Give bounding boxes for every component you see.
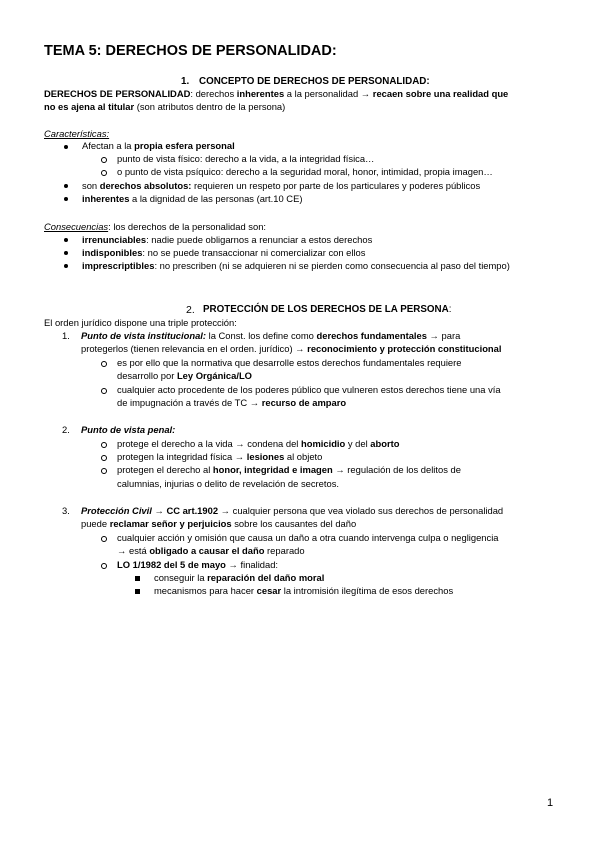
term: cesar bbox=[256, 585, 282, 596]
text: reparado bbox=[264, 545, 305, 556]
circle-bullet-icon bbox=[101, 455, 107, 461]
point-3-number: 3. bbox=[62, 505, 70, 516]
bullet-icon bbox=[64, 145, 68, 149]
text: son bbox=[82, 180, 100, 191]
text: a la personalidad → bbox=[284, 88, 373, 99]
point-2-line-1 bbox=[81, 424, 175, 436]
circle-bullet-icon bbox=[101, 563, 107, 569]
term: derechos fundamentales bbox=[316, 330, 427, 341]
sub-list-item bbox=[117, 438, 399, 450]
sub-list-item bbox=[117, 464, 461, 476]
list-item bbox=[82, 234, 372, 246]
term: aborto bbox=[370, 438, 400, 449]
term: recurso de amparo bbox=[261, 397, 347, 408]
text: → está bbox=[117, 545, 150, 556]
text: a la dignidad de las personas (art.10 CE) bbox=[129, 193, 303, 204]
text: → finalidad: bbox=[225, 559, 279, 570]
point-1-line-1 bbox=[81, 330, 460, 342]
text: → para bbox=[426, 330, 461, 341]
page-number: 1 bbox=[547, 797, 554, 809]
circle-bullet-icon bbox=[101, 468, 107, 474]
circle-bullet-icon bbox=[101, 170, 107, 176]
term: imprescriptibles bbox=[82, 260, 155, 271]
term: reparación del daño moral bbox=[207, 572, 325, 583]
label: Características: bbox=[44, 128, 110, 139]
section-2-number: 2. bbox=[186, 304, 195, 316]
heading-colon: : bbox=[448, 304, 452, 315]
term: homicidio bbox=[300, 438, 346, 449]
consequences-label bbox=[44, 221, 266, 233]
term: recaen sobre una realidad que bbox=[372, 88, 509, 99]
term: Ley Orgánica/LO bbox=[176, 370, 252, 381]
circle-bullet-icon bbox=[101, 536, 107, 542]
term: CC art.1902 bbox=[166, 505, 219, 516]
text: protegen el derecho al bbox=[117, 464, 213, 475]
text: → bbox=[151, 505, 167, 516]
sub-list-item-cont bbox=[117, 545, 305, 557]
sub-sub-list-item bbox=[154, 585, 453, 597]
term: Punto de vista institucional: bbox=[81, 330, 207, 341]
sub-list-item-cont bbox=[117, 397, 346, 409]
text: : los derechos de la personalidad son: bbox=[108, 221, 267, 232]
term: Punto de vista penal: bbox=[81, 424, 176, 435]
list-item bbox=[82, 140, 235, 152]
sub-sub-list-item bbox=[154, 572, 324, 584]
point-3-line-2 bbox=[81, 518, 356, 530]
term: lesiones bbox=[246, 451, 285, 462]
text: sobre los causantes del daño bbox=[231, 518, 357, 529]
circle-bullet-icon bbox=[101, 442, 107, 448]
list-item bbox=[82, 247, 365, 259]
bullet-icon bbox=[64, 238, 68, 242]
text: : no se puede transaccionar ni comercializar con ellos bbox=[142, 247, 366, 258]
list-item bbox=[82, 180, 480, 192]
text: conseguir la bbox=[154, 572, 208, 583]
sub-list-item: cualquier acción y omisión que causa un daño a otra cuando intervenga culpa o negligencia bbox=[117, 532, 499, 543]
section-2-heading bbox=[203, 304, 451, 315]
text: → regulación de los delitos de bbox=[332, 464, 461, 475]
bullet-icon bbox=[64, 197, 68, 201]
term: honor, integridad e imagen bbox=[212, 464, 333, 475]
text: protege el derecho a la vida → condena del bbox=[117, 438, 301, 449]
term: obligado a causar el daño bbox=[149, 545, 265, 556]
circle-bullet-icon bbox=[101, 388, 107, 394]
term: inherentes bbox=[236, 88, 285, 99]
bullet-icon bbox=[64, 184, 68, 188]
text: protegerlos (tienen relevancia en el orden. jurídico) → bbox=[81, 343, 308, 354]
text: protegen la integridad física → bbox=[117, 451, 247, 462]
sub-list-item: punto de vista físico: derecho a la vida, a la integridad física… bbox=[117, 153, 375, 164]
text: puede bbox=[81, 518, 110, 529]
list-item bbox=[82, 260, 510, 272]
square-bullet-icon bbox=[135, 589, 140, 594]
text: la Const. los define como bbox=[206, 330, 317, 341]
term: inherentes bbox=[82, 193, 130, 204]
point-1-line-2 bbox=[81, 343, 501, 355]
term: reclamar señor y perjuicios bbox=[109, 518, 232, 529]
text: Afectan a la bbox=[82, 140, 135, 151]
term: irrenunciables bbox=[82, 234, 147, 245]
text: desarrollo por bbox=[117, 370, 177, 381]
sub-list-item-cont bbox=[117, 370, 252, 382]
text: de impugnación a través de TC → bbox=[117, 397, 262, 408]
term: no es ajena al titular bbox=[44, 101, 135, 112]
bullet-icon bbox=[64, 251, 68, 255]
heading-text: PROTECCIÓN DE LOS DERECHOS DE LA PERSONA bbox=[203, 304, 449, 315]
sub-list-item bbox=[117, 451, 322, 463]
term: indisponibles bbox=[82, 247, 143, 258]
section-1-heading: CONCEPTO DE DERECHOS DE PERSONALIDAD: bbox=[199, 76, 430, 87]
text: al objeto bbox=[284, 451, 323, 462]
definition-line-1 bbox=[44, 88, 508, 100]
section-2-intro: El orden jurídico dispone una triple protección: bbox=[44, 317, 237, 328]
square-bullet-icon bbox=[135, 576, 140, 581]
term: derechos absolutos: bbox=[99, 180, 192, 191]
text: y del bbox=[345, 438, 371, 449]
sub-list-item-cont: calumnias, injurias o delito de revelación de secretos. bbox=[117, 478, 339, 489]
text: → cualquier persona que vea violado sus derechos de personalidad bbox=[218, 505, 504, 516]
term: LO 1/1982 del 5 de mayo bbox=[117, 559, 226, 570]
term: Protección Civil bbox=[81, 505, 152, 516]
sub-list-item: cualquier acto procedente de los poderes público que vulneren estos derechos tiene una vía bbox=[117, 384, 501, 395]
text: mecanismos para hacer bbox=[154, 585, 257, 596]
text: (son atributos dentro de la persona) bbox=[134, 101, 286, 112]
point-2-number: 2. bbox=[62, 424, 70, 435]
definition-line-2 bbox=[44, 101, 285, 113]
circle-bullet-icon bbox=[101, 361, 107, 367]
characteristics-label bbox=[44, 128, 109, 140]
point-3-line-1 bbox=[81, 505, 503, 517]
sub-list-item bbox=[117, 559, 278, 571]
text: : derechos bbox=[190, 88, 237, 99]
text: requieren un respeto por parte de los particulares y poderes públicos bbox=[191, 180, 481, 191]
section-1-number: 1. bbox=[181, 76, 190, 87]
text: : nadie puede obligarnos a renunciar a estos derechos bbox=[146, 234, 373, 245]
term: reconocimiento y protección constitucional bbox=[307, 343, 502, 354]
bullet-icon bbox=[64, 264, 68, 268]
label: Consecuencias bbox=[44, 221, 109, 232]
term: DERECHOS DE PERSONALIDAD bbox=[44, 88, 191, 99]
sub-list-item: es por ello que la normativa que desarrolle estos derechos fundamentales requiere bbox=[117, 357, 462, 368]
sub-list-item: o punto de vista psíquico: derecho a la seguridad moral, honor, intimidad, propia imagen… bbox=[117, 166, 493, 177]
text: la intromisión ilegítima de esos derechos bbox=[281, 585, 454, 596]
circle-bullet-icon bbox=[101, 157, 107, 163]
document-title: TEMA 5: DERECHOS DE PERSONALIDAD: bbox=[44, 43, 337, 59]
list-item bbox=[82, 193, 302, 205]
term: propia esfera personal bbox=[134, 140, 235, 151]
text: : no prescriben (ni se adquieren ni se pierden como consecuencia al paso del tiempo) bbox=[154, 260, 510, 271]
point-1-number: 1. bbox=[62, 330, 70, 341]
